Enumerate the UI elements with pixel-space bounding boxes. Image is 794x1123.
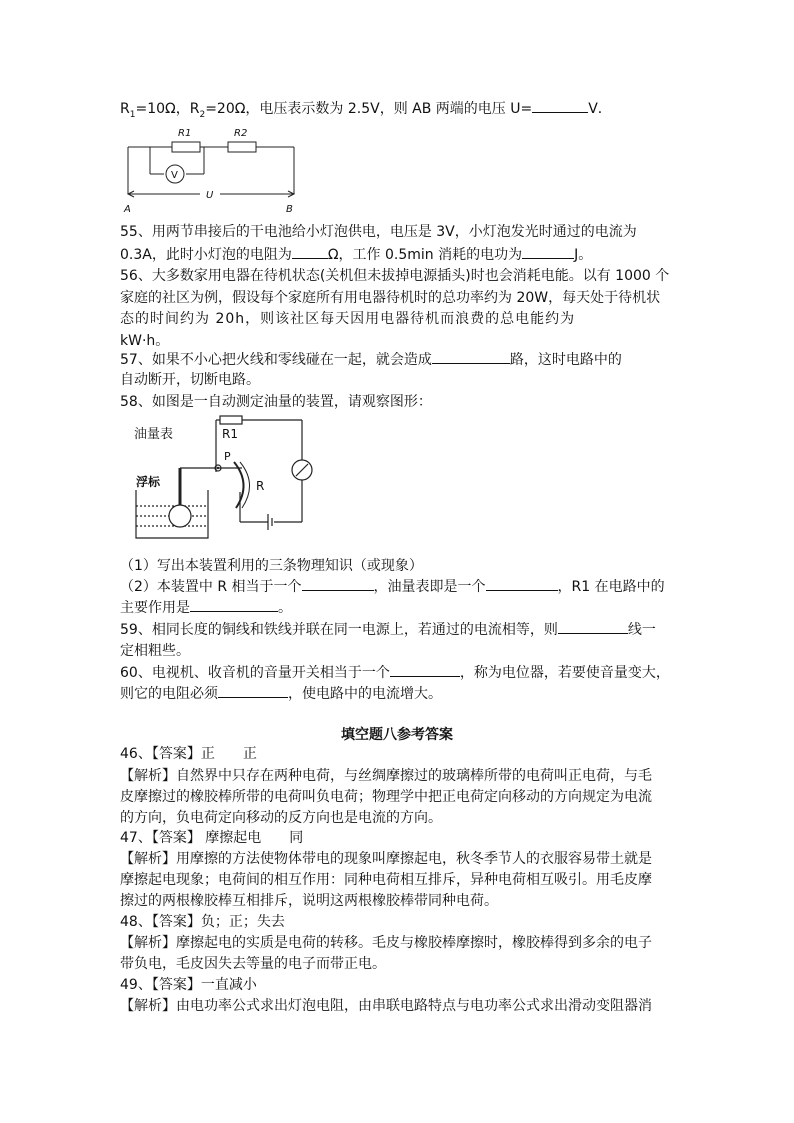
- analysis-49-line1: 【解析】由电功率公式求出灯泡电阻，由串联电路特点与电功率公式求出滑动变阻器消: [120, 998, 652, 1014]
- answer-blank[interactable]: [390, 662, 460, 677]
- q56-line1: 56、大多数家用电器在待机状态(关机但未拔掉电源插头)时也会消耗电能。以有 1000 个: [120, 268, 670, 284]
- q57-line1: 57、如果不小心把火线和零线碰在一起，就会造成 路，这时电路中的: [120, 349, 622, 370]
- answer-46: 46、【答案】正 正: [120, 746, 257, 762]
- analysis-46-line3: 的方向，负电荷定向移动的反方向也是电流的方向。: [120, 810, 442, 826]
- q58-sub3: 主要作用是 。: [120, 597, 292, 618]
- r1-label: R1: [222, 427, 238, 441]
- r2-label: R2: [234, 128, 248, 139]
- answer-blank[interactable]: [190, 597, 278, 612]
- q55-line2: 0.3A，此时小灯泡的电阻为 Ω，工作 0.5min 消耗的电功为 J。: [120, 244, 592, 265]
- answer-blank[interactable]: [218, 683, 288, 698]
- analysis-48-line2: 带负电，毛皮因失去等量的电子而带正电。: [120, 956, 386, 972]
- q56-line4: kW·h。: [120, 333, 170, 349]
- q57-line2: 自动断开，切断电路。: [120, 372, 260, 388]
- answer-blank[interactable]: [292, 244, 328, 259]
- q54-line: $R_1=10\Omega$，$R_2=20\Omega$，电压表示数为 2.5V，则 AB 两端的电压 U= V．: [120, 98, 612, 125]
- analysis-48-line1: 【解析】摩擦起电的实质是电荷的转移。毛皮与橡胶棒摩擦时，橡胶棒得到多余的电子: [120, 935, 652, 951]
- answer-47: 47、【答案】 摩擦起电 同: [120, 830, 304, 846]
- analysis-46-line1: 【解析】自然界中只存在两种电荷，与丝绸摩擦过的玻璃棒所带的电荷叫正电荷，与毛: [120, 768, 652, 784]
- answer-49: 49、【答案】一直减小: [120, 977, 257, 993]
- q60-line2: 则它的电阻必须 ，使电路中的电流增大。: [120, 683, 442, 704]
- u-label: U: [206, 190, 214, 201]
- r1-label: R1: [178, 128, 192, 139]
- answer-blank[interactable]: [558, 619, 628, 634]
- answer-blank[interactable]: [486, 576, 558, 591]
- oil-gauge-label: 油量表: [134, 427, 174, 442]
- analysis-47-line2: 摩擦起电现象；电荷间的相互作用：同种电荷相互排斥，异种电荷相互吸引。用毛皮摩: [120, 872, 652, 888]
- q56-line2: 家庭的社区为例，假设每个家庭所有用电器待机时的总功率约为 20W，每天处于待机状: [120, 290, 661, 306]
- q59-line1: 59、相同长度的铜线和铁线并联在同一电源上，若通过的电流相等，则 线一: [120, 619, 656, 640]
- voltmeter-label: V: [171, 170, 178, 181]
- analysis-47-line3: 擦过的两根橡胶棒互相排斥，说明这两根橡胶棒带同种电荷。: [120, 893, 498, 909]
- answers-title: 填空题八参考答案: [341, 727, 453, 743]
- answer-48: 48、【答案】负；正；失去: [120, 914, 285, 930]
- series-circuit-figure: [120, 122, 300, 214]
- q58-sub2: （2）本装置中 R 相当于一个 ，油量表即是一个 ，R1 在电路中的: [120, 576, 665, 597]
- oil-gauge-figure: [132, 412, 332, 544]
- answer-blank[interactable]: [522, 244, 574, 259]
- a-label: A: [124, 204, 131, 214]
- answer-blank[interactable]: [532, 98, 588, 113]
- q58-sub1: （1）写出本装置利用的三条物理知识（或现象）: [120, 558, 423, 574]
- float-label: 浮标: [136, 475, 161, 489]
- analysis-47-line1: 【解析】用摩擦的方法使物体带电的现象叫摩擦起电，秋冬季节人的衣服容易带土就是: [120, 851, 652, 867]
- answer-blank[interactable]: [432, 349, 510, 364]
- answer-blank[interactable]: [302, 576, 374, 591]
- q56-line3: 态的时间约为 20h，则该社区每天因用电器待机而浪费的总电能约为: [120, 311, 576, 327]
- q58-line1: 58、如图是一自动测定油量的装置，请观察图形：: [120, 394, 432, 410]
- r-label: R: [256, 479, 265, 493]
- analysis-46-line2: 皮摩擦过的橡胶棒所带的电荷叫负电荷；物理学中把正电荷定向移动的方向规定为电流: [120, 789, 652, 805]
- q59-line2: 定相粗些。: [120, 643, 190, 659]
- q55-line1: 55、用两节串接后的干电池给小灯泡供电，电压是 3V，小灯泡发光时通过的电流为: [120, 224, 637, 240]
- p-label: P: [224, 450, 231, 463]
- q60-line1: 60、电视机、收音机的音量开关相当于一个 ，称为电位器，若要使音量变大，: [120, 662, 670, 683]
- b-label: B: [286, 204, 293, 214]
